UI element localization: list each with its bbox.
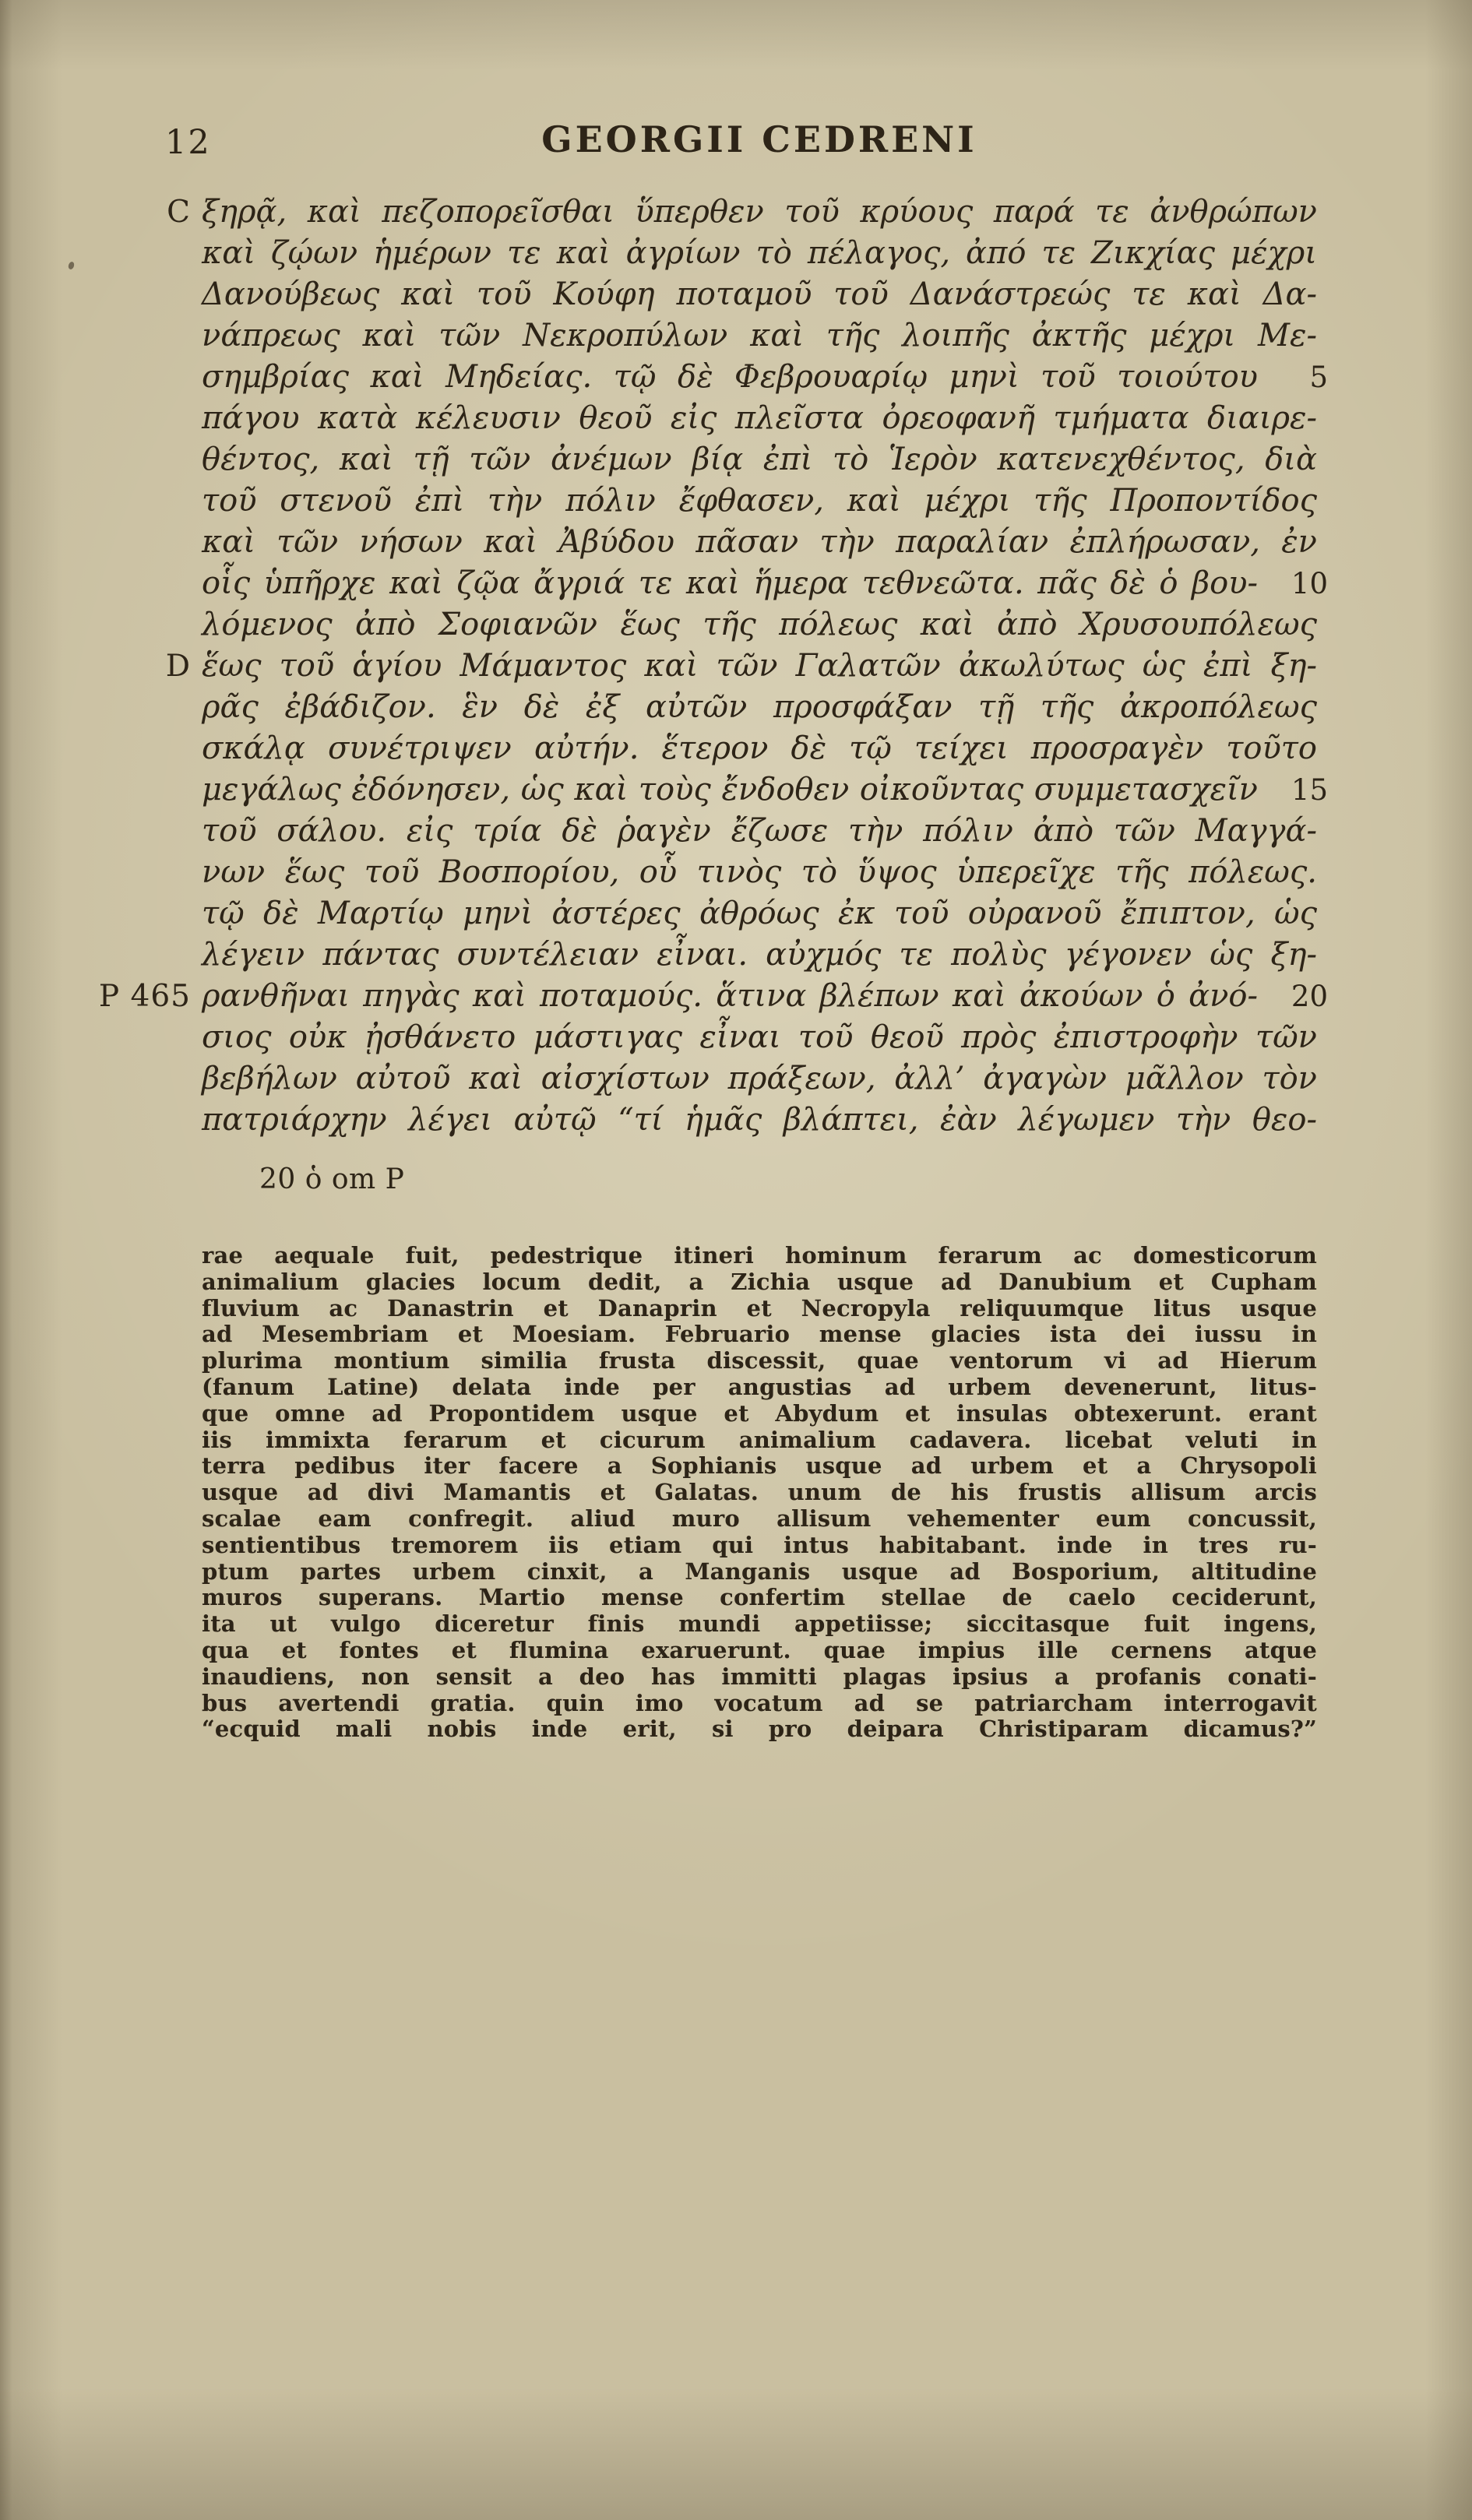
latin-text-block bbox=[202, 1243, 1317, 1743]
greek-line bbox=[202, 563, 1328, 604]
greek-line-text: καὶ τῶν νήσων καὶ Ἀβύδου πᾶσαν τὴν παραλίαν ἐπλήρωσαν, ἐν bbox=[202, 524, 1317, 560]
greek-line-text: νάπρεως καὶ τῶν Νεκροπύλων καὶ τῆς λοιπῆς ἀκτῆς μέχρι Με- bbox=[202, 318, 1317, 354]
greek-line-text: νων ἕως τοῦ Βοσπορίου, οὗ τινὸς τὸ ὕψος ὑπερεῖχε τῆς πόλεως. bbox=[202, 854, 1317, 890]
greek-line-text: ξηρᾷ, καὶ πεζοπορεῖσθαι ὕπερθεν τοῦ κρύους παρά τε ἀνθρώπων bbox=[202, 194, 1317, 230]
greek-line bbox=[202, 274, 1317, 315]
greek-line-text: οἷς ὑπῆρχε καὶ ζῷα ἄγριά τε καὶ ἥμερα τεθνεῶτα. πᾶς δὲ ὁ βου- bbox=[202, 565, 1258, 601]
latin-line: ptum partes urbem cinxit, a Manganis usque ad Bosporium, altitudine bbox=[202, 1557, 1317, 1585]
latin-line: bus avertendi gratia. quin imo vocatum ad se patriarcham interrogavit bbox=[202, 1689, 1317, 1716]
line-number: 10 bbox=[1291, 567, 1328, 600]
greek-line bbox=[202, 769, 1328, 811]
greek-line bbox=[202, 604, 1317, 646]
line-number: 15 bbox=[1291, 773, 1328, 807]
greek-line-text: σημβρίας καὶ Μηδείας. τῷ δὲ Φεβρουαρίῳ μηνὶ τοῦ τοιούτου bbox=[202, 359, 1258, 395]
greek-line bbox=[202, 687, 1317, 728]
greek-line bbox=[202, 934, 1317, 976]
greek-text-block bbox=[98, 192, 1328, 1141]
greek-line-text: τοῦ σάλου. εἰς τρία δὲ ῥαγὲν ἔζωσε τὴν πόλιν ἀπὸ τῶν Μαγγά- bbox=[202, 813, 1317, 849]
greek-line bbox=[202, 439, 1317, 480]
greek-line bbox=[202, 357, 1328, 398]
greek-line bbox=[202, 811, 1317, 852]
greek-line-text: πάγου κατὰ κέλευσιν θεοῦ εἰς πλεῖστα ὀρεοφανῆ τμήματα διαιρε- bbox=[202, 400, 1317, 436]
greek-line bbox=[202, 893, 1317, 934]
latin-line: plurima montium similia frusta discessit, quae ventorum vi ad Hierum bbox=[202, 1347, 1317, 1374]
latin-line: usque ad divi Mamantis et Galatas. unum de his frustis allisum arcis bbox=[202, 1479, 1317, 1506]
latin-line: muros superans. Martio mense confertim stellae de caelo ceciderunt, bbox=[202, 1584, 1317, 1611]
greek-line bbox=[202, 398, 1317, 439]
line-number: 20 bbox=[1291, 980, 1328, 1013]
latin-line: sentientibus tremorem iis etiam qui intus habitabant. inde in tres ru- bbox=[202, 1531, 1317, 1558]
greek-line bbox=[202, 728, 1317, 769]
running-header: GEORGII CEDRENI bbox=[541, 118, 977, 160]
greek-line bbox=[167, 192, 1317, 233]
greek-line bbox=[202, 233, 1317, 274]
greek-line bbox=[165, 646, 1317, 687]
greek-line bbox=[202, 1017, 1317, 1058]
latin-line: fluvium ac Danastrin et Danaprin et Necropyla reliquumque litus usque bbox=[202, 1294, 1317, 1322]
page-number: 12 bbox=[165, 123, 211, 162]
greek-line-text: μεγάλως ἐδόνησεν, ὡς καὶ τοὺς ἔνδοθεν οἰκοῦντας συμμετασχεῖν bbox=[202, 772, 1258, 808]
greek-line-text: τῷ δὲ Μαρτίῳ μηνὶ ἀστέρες ἀθρόως ἐκ τοῦ οὐρανοῦ ἔπιπτον, ὡς bbox=[202, 896, 1317, 931]
greek-line-text: θέντος, καὶ τῇ τῶν ἀνέμων βίᾳ ἐπὶ τὸ Ἱερὸν κατενεχθέντος, διὰ bbox=[202, 442, 1317, 477]
scan-speck bbox=[68, 261, 76, 270]
margin-marker: C bbox=[167, 195, 191, 230]
apparatus-note: 20 ὁ om P bbox=[259, 1163, 405, 1195]
latin-line: inaudiens, non sensit a deo has immitti plagas ipsius a profanis conati- bbox=[202, 1663, 1317, 1690]
greek-line-text: ρᾶς ἐβάδιζον. ἓν δὲ ἐξ αὐτῶν προσφάξαν τῇ τῆς ἀκροπόλεως bbox=[202, 689, 1317, 725]
latin-line: scalae eam confregit. aliud muro allisum vehementer eum concussit, bbox=[202, 1505, 1317, 1532]
greek-line bbox=[202, 852, 1317, 893]
latin-line: qua et fontes et flumina exaruerunt. quae impius ille cernens atque bbox=[202, 1636, 1317, 1663]
latin-line: terra pedibus iter facere a Sophianis usque ad urbem et a Chrysopoli bbox=[202, 1452, 1317, 1480]
latin-line: (fanum Latine) delata inde per angustias ad urbem devenerunt, litus- bbox=[202, 1373, 1317, 1400]
greek-line bbox=[202, 315, 1317, 357]
greek-line-text: σιος οὐκ ᾐσθάνετο μάστιγας εἶναι τοῦ θεοῦ πρὸς ἐπιστροφὴν τῶν bbox=[202, 1019, 1317, 1055]
greek-line bbox=[202, 480, 1317, 522]
greek-line-text: πατριάρχην λέγει αὐτῷ “τί ἡμᾶς βλάπτει, ἐὰν λέγωμεν τὴν θεο- bbox=[202, 1102, 1317, 1138]
latin-line: ad Mesembriam et Moesiam. Februario mense glacies ista dei iussu in bbox=[202, 1321, 1317, 1348]
latin-line: ita ut vulgo diceretur finis mundi appetiisse; siccitasque fuit ingens, bbox=[202, 1610, 1317, 1638]
greek-line-text: καὶ ζῴων ἡμέρων τε καὶ ἀγρίων τὸ πέλαγος, ἀπό τε Ζικχίας μέχρι bbox=[202, 235, 1317, 271]
margin-marker: P 465 bbox=[98, 979, 191, 1014]
greek-line bbox=[202, 1058, 1317, 1100]
latin-line: “ecquid mali nobis inde erit, si pro deipara Christiparam dicamus?” bbox=[202, 1716, 1317, 1743]
greek-line-text: ἕως τοῦ ἁγίου Μάμαντος καὶ τῶν Γαλατῶν ἀκωλύτως ὡς ἐπὶ ξη- bbox=[202, 648, 1317, 684]
greek-line bbox=[202, 1100, 1317, 1141]
latin-line: iis immixta ferarum et cicurum animalium cadavera. licebat veluti in bbox=[202, 1426, 1317, 1453]
greek-line-text: λόμενος ἀπὸ Σοφιανῶν ἕως τῆς πόλεως καὶ ἀπὸ Χρυσουπόλεως bbox=[202, 607, 1317, 642]
greek-line-text: Δανούβεως καὶ τοῦ Κούφη ποταμοῦ τοῦ Δανάστρεώς τε καὶ Δα- bbox=[202, 276, 1317, 312]
greek-line-text: τοῦ στενοῦ ἐπὶ τὴν πόλιν ἔφθασεν, καὶ μέχρι τῆς Προποντίδος bbox=[202, 483, 1317, 519]
greek-line bbox=[202, 522, 1317, 563]
greek-line-text: βεβήλων αὐτοῦ καὶ αἰσχίστων πράξεων, ἀλλ’ ἀγαγὼν μᾶλλον τὸν bbox=[202, 1061, 1317, 1096]
greek-line-text: λέγειν πάντας συντέλειαν εἶναι. αὐχμός τε πολὺς γέγονεν ὡς ξη- bbox=[202, 937, 1317, 973]
latin-line: que omne ad Propontidem usque et Abydum et insulas obtexerunt. erant bbox=[202, 1399, 1317, 1427]
latin-line: animalium glacies locum dedit, a Zichia usque ad Danubium et Cupham bbox=[202, 1268, 1317, 1295]
greek-line-text: σκάλᾳ συνέτριψεν αὐτήν. ἕτερον δὲ τῷ τείχει προσραγὲν τοῦτο bbox=[202, 730, 1317, 766]
greek-line bbox=[98, 976, 1328, 1017]
line-number: 5 bbox=[1309, 361, 1328, 394]
margin-marker: D bbox=[165, 649, 191, 684]
latin-line: rae aequale fuit, pedestrique itineri hominum ferarum ac domesticorum bbox=[202, 1242, 1317, 1269]
greek-line-text: ρανθῆναι πηγὰς καὶ ποταμούς. ἅτινα βλέπων καὶ ἀκούων ὁ ἀνό- bbox=[202, 978, 1258, 1014]
